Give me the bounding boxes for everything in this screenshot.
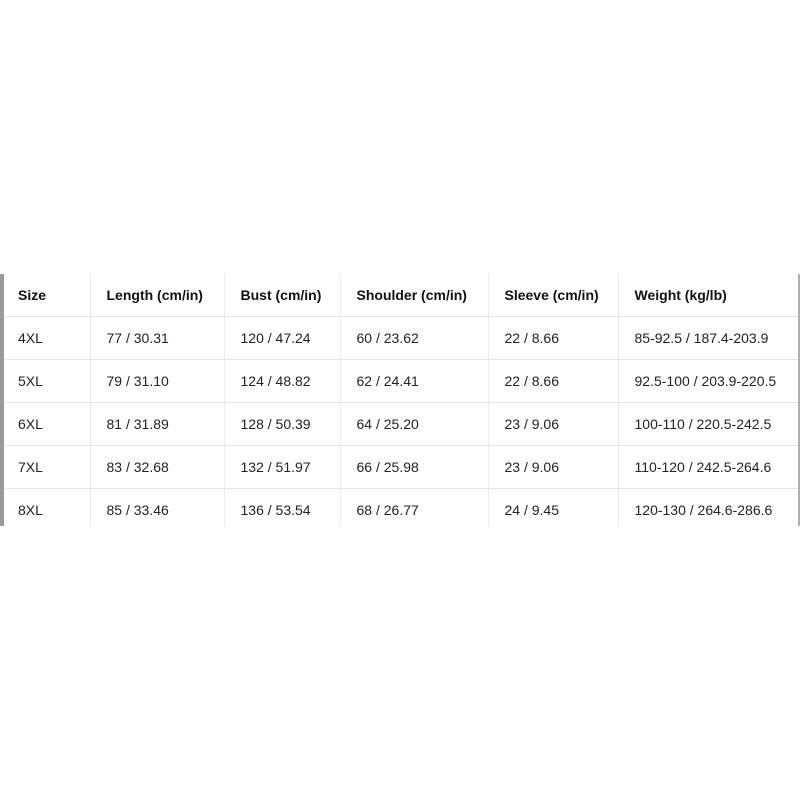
table-header-row	[4, 274, 800, 317]
cell-shoulder: 60 / 23.62	[340, 317, 488, 360]
cell-size: 6XL	[4, 403, 90, 446]
size-chart-table	[4, 274, 800, 526]
cell-bust: 124 / 48.82	[224, 360, 340, 403]
cell-weight: 110-120 / 242.5-264.6	[618, 446, 800, 489]
size-chart-container	[0, 274, 800, 526]
cell-bust: 128 / 50.39	[224, 403, 340, 446]
cell-length: 81 / 31.89	[90, 403, 224, 446]
header-sleeve: Sleeve (cm/in)	[488, 274, 618, 317]
cell-length: 79 / 31.10	[90, 360, 224, 403]
header-length: Length (cm/in)	[90, 274, 224, 317]
cell-sleeve: 24 / 9.45	[488, 489, 618, 527]
cell-shoulder: 66 / 25.98	[340, 446, 488, 489]
header-weight: Weight (kg/lb)	[618, 274, 800, 317]
cell-bust: 136 / 53.54	[224, 489, 340, 527]
cell-length: 85 / 33.46	[90, 489, 224, 527]
table-row	[4, 489, 800, 527]
cell-length: 77 / 30.31	[90, 317, 224, 360]
table-row	[4, 317, 800, 360]
cell-bust: 120 / 47.24	[224, 317, 340, 360]
cell-shoulder: 68 / 26.77	[340, 489, 488, 527]
cell-sleeve: 23 / 9.06	[488, 403, 618, 446]
table-row	[4, 403, 800, 446]
cell-sleeve: 22 / 8.66	[488, 360, 618, 403]
cell-bust: 132 / 51.97	[224, 446, 340, 489]
cell-sleeve: 23 / 9.06	[488, 446, 618, 489]
cell-size: 7XL	[4, 446, 90, 489]
cell-weight: 85-92.5 / 187.4-203.9	[618, 317, 800, 360]
cell-weight: 120-130 / 264.6-286.6	[634, 502, 773, 518]
cell-shoulder: 64 / 25.20	[340, 403, 488, 446]
cell-size: 8XL	[4, 489, 90, 527]
table-row	[4, 360, 800, 403]
header-shoulder: Shoulder (cm/in)	[340, 274, 488, 317]
cell-shoulder: 62 / 24.41	[340, 360, 488, 403]
table-row	[4, 446, 800, 489]
header-bust: Bust (cm/in)	[224, 274, 340, 317]
cell-size: 5XL	[4, 360, 90, 403]
cell-weight: 100-110 / 220.5-242.5	[618, 403, 800, 446]
cell-size: 4XL	[4, 317, 90, 360]
cell-sleeve: 22 / 8.66	[488, 317, 618, 360]
header-size: Size	[4, 274, 90, 317]
cell-length: 83 / 32.68	[90, 446, 224, 489]
cell-weight: 92.5-100 / 203.9-220.5	[618, 360, 800, 403]
